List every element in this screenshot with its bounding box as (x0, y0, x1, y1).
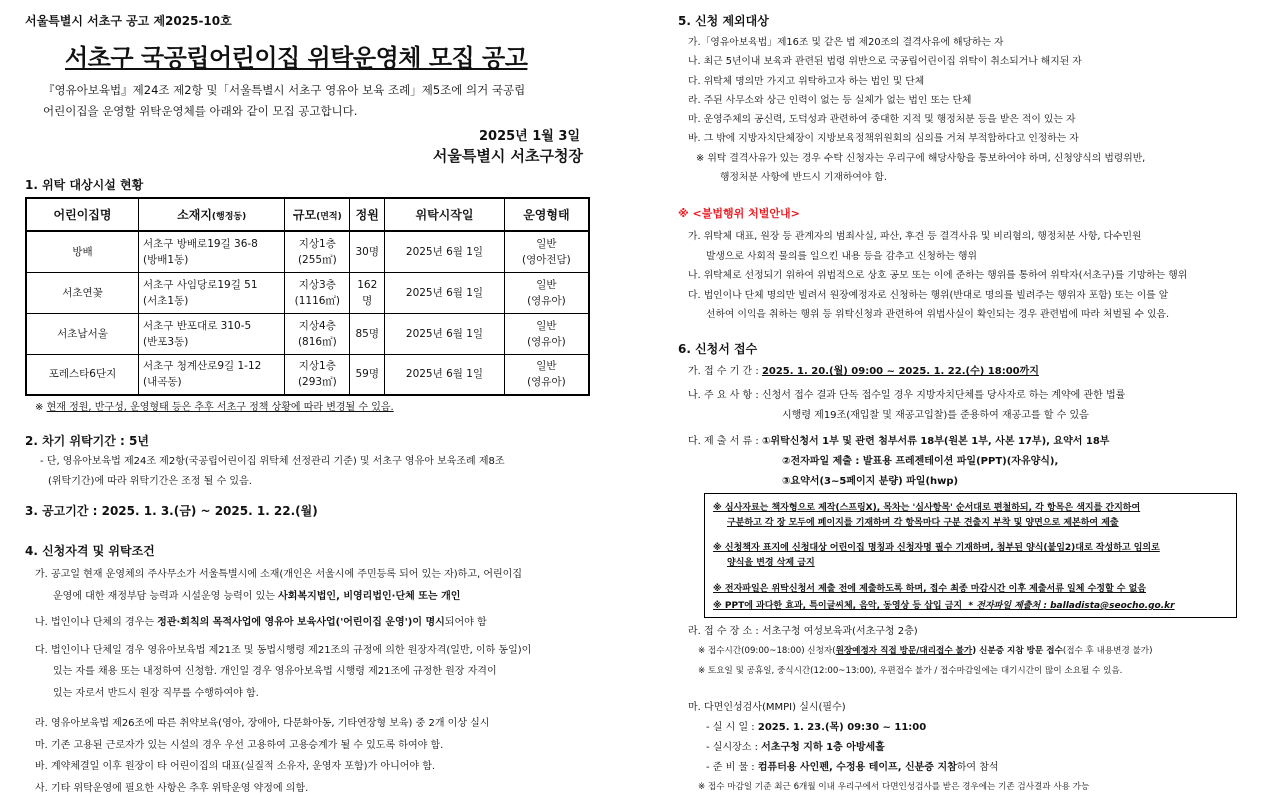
label: 가. 접 수 기 간 : (688, 366, 759, 377)
text-bold: 정관·회칙의 목적사업에 영유아 보육사업('어린이집 운영')이 명시 (157, 617, 445, 628)
text-span: 되어야 함 (444, 617, 487, 628)
address-line: 서초구 청계산로9길 1-12 (143, 360, 262, 373)
cell-name: 서초연꽃 (26, 272, 139, 313)
item-line: ③요약서(3~5페이지 분량) 파일(hwp) (782, 476, 959, 487)
illegal-notice-title: ※ <불법행위 처벌안내> (678, 207, 800, 220)
item-line (706, 738, 999, 758)
cell-address (139, 231, 285, 272)
scale-area: (293㎡) (297, 376, 337, 389)
intro-line: 『영유아보육법』제24조 제2항 및「서울특별시 서초구 영유아 보육 조례」제5조에 의거 국공립 (43, 83, 526, 97)
col-header (285, 198, 350, 231)
submission-period (688, 362, 1039, 382)
address-line: 서초구 방배로19길 36-8 (143, 237, 258, 250)
cell-scale (285, 231, 350, 272)
item-line: 다. 법인이나 단체일 경우 영유아보육법 제21조 및 동법시행령 제21조의 규정에 의한 원장자격(일반, 이하 동일)이 (35, 644, 532, 656)
item-line: 가.「영유아보육법」제16조 및 같은 법 제20조의 결격사유에 해당하는 자 (688, 37, 1004, 48)
mmpi-note: ※ 접수 마감일 기준 최근 6개월 이내 우리구에서 다면인성검사를 받은 경우에는 기존 검사결과 사용 가능 (698, 782, 1090, 792)
box-line: ※ 전자파일은 위탁신청서 제출 전에 제출하도록 하며, 접수 최종 마감시간 이후 제출서류 일체 수정할 수 없음 (713, 584, 1147, 594)
submission-email: * 전자파일 제출처 : balladista@seocho.go.kr (968, 601, 1175, 611)
right-column (678, 0, 1248, 795)
item-line: 있는 자로서 반드시 원장 직무를 수행하여야 함. (53, 687, 259, 699)
item-line: 선하여 이익을 취하는 행위 등 위탁신청과 관련하여 위법사실이 확인되는 경우 관련법에 따라 처벌될 수 있음. (706, 309, 1170, 320)
notice-date: 2025년 1월 3일 (479, 129, 580, 144)
label: - 실시장소 : (706, 742, 758, 753)
col-header-text: 소재지 (177, 208, 212, 222)
type-main: 일반 (536, 360, 557, 373)
item-line: 바. 그 밖에 지방자치단체장이 지방보육정책위원회의 심의를 거쳐 부적합하다고 인정하는 자 (688, 133, 1079, 145)
item-line (35, 612, 531, 634)
item-line (706, 758, 999, 778)
scale-floor: 지상4층 (298, 319, 336, 332)
left-column (25, 0, 595, 795)
label: - 준 비 물 : (706, 762, 755, 773)
box-line: 양식을 변경 삭제 금지 (727, 558, 815, 568)
label: 나. 주 요 사 항 : (688, 390, 759, 401)
note-line: ※ 위탁 결격사유가 있는 경우 수탁 신청자는 우리구에 해당사항을 통보하여야 하며, 신청양식의 법령위반, (696, 152, 1146, 164)
period-value: 2025. 1. 20.(월) 09:00 ~ 2025. 1. 22.(수) 18:00까지 (761, 366, 1039, 377)
item-line: 있는 자를 채용 또는 내정하여 신청함. 개인일 경우 영유아보육법 시행령 제21조에 규정한 원장 자격이 (53, 666, 497, 677)
address-dong: (내곡동) (143, 376, 182, 389)
text-line: (위탁기간)에 따라 위탁기간은 조정 될 수 있음. (48, 476, 252, 487)
box-line: ※ 심사자료는 책자형으로 제작(스프링X), 목차는 '심사항목' 순서대로 편철하되, 각 항목은 색지를 간지하여 (713, 503, 1141, 513)
text-span: 운영에 대한 재정부담 능력과 시설운영 능력이 있는 (53, 590, 275, 602)
scale-floor: 지상1층 (298, 237, 336, 250)
col-header: 어린이집명 (26, 198, 139, 231)
notice-number: 서울특별시 서초구 공고 제2025-10호 (25, 14, 232, 28)
cell-start-date: 2025년 6월 1일 (385, 272, 505, 313)
col-header-text: 규모 (292, 208, 317, 222)
type-sub: (영유아) (527, 294, 566, 307)
cell-name: 서초남서울 (26, 313, 139, 354)
text-bold: 2025. 1. 23.(목) 09:30 ~ 11:00 (757, 722, 927, 733)
item-line: 시행령 제19조(재입찰 및 재공고입찰)를 준용하여 재공고를 할 수 있음 (782, 410, 1089, 421)
section-3-title: 3. 공고기간 : 2025. 1. 3.(금) ~ 2025. 1. 22.(월) (25, 504, 318, 518)
cell-start-date: 2025년 6월 1일 (385, 231, 505, 272)
key-notes (688, 386, 1125, 426)
intro-paragraph (43, 80, 588, 122)
item-line: 가. 위탁체 대표, 원장 등 관계자의 범죄사실, 파산, 후견 등 결격사유 및 비리혐의, 행정처분 사항, 다수민원 (688, 231, 1142, 242)
item-line: 마. 운영주체의 공신력, 도덕성과 관련하여 중대한 지적 및 행정처분 등을 받은 적이 있는 자 (688, 114, 1076, 126)
item-line: 바. 계약체결일 이후 원장이 타 어린이집의 대표(실질적 소유자, 운영자 포함)가 아니어야 함. (35, 761, 436, 772)
text-span: 하여 참석 (956, 762, 999, 773)
cell-scale (285, 313, 350, 354)
issuing-office: 서울특별시 서초구청장 (432, 147, 583, 165)
scale-floor: 지상1층 (298, 360, 336, 373)
item-line: 다. 법인이나 단체 명의만 빌려서 원장예정자로 신청하는 행위(반대로 명의를 빌려주는 행위자 포함) 또는 이를 알 (688, 289, 1169, 301)
type-sub: (영유아) (527, 376, 566, 389)
cell-scale (285, 354, 350, 395)
text-bold: 사회복지법인, 비영리법인·단체 또는 개인 (278, 590, 461, 602)
cell-type (504, 313, 589, 354)
item-line (688, 432, 1109, 452)
table-row (26, 231, 589, 272)
type-main: 일반 (536, 278, 557, 291)
facility-table (25, 197, 590, 396)
type-sub: (영아전담) (522, 253, 571, 266)
place-note-2: ※ 토요일 및 공휴일, 중식시간(12:00~13:00), 우편접수 불가 / 접수마감일에는 대기시간이 많이 소요될 수 있음. (698, 666, 1123, 676)
type-main: 일반 (536, 237, 557, 250)
cell-capacity: 85명 (350, 313, 385, 354)
section-1-title: 1. 위탁 대상시설 현황 (25, 178, 144, 192)
item-line: 마. 기존 고용된 근로자가 있는 시설의 경우 우선 고용하여 고용승계가 될 수 있도록 하여야 함. (35, 739, 444, 751)
item-line: 사. 기타 위탁운영에 필요한 사항은 추후 위탁운영 약정에 의함. (35, 782, 309, 794)
address-line: 서초구 반포대로 310-5 (143, 319, 252, 332)
place-value: 서초구청 여성보육과(서초구청 2층) (761, 626, 918, 637)
box-line (713, 598, 1175, 611)
note-mark: ※ (35, 402, 44, 413)
address-dong: (방배1동) (143, 253, 189, 266)
col-header: 정원 (350, 198, 385, 231)
box-line: 구분하고 각 장 모두에 페이지를 기재하며 각 항목마다 구분 견출지 부착 및 양면으로 제본하여 제출 (727, 518, 1119, 528)
cell-name: 포레스타6단지 (26, 354, 139, 395)
text-line: - 단, 영유아보육법 제24조 제2항(국공립어린이집 위탁체 선정관리 기준) 및 서초구 영유아 보육조례 제8조 (40, 456, 505, 467)
submission-place (688, 622, 918, 642)
required-documents (688, 432, 1109, 492)
item-line: 라. 영유아보육법 제26조에 따른 취약보육(영아, 장애아, 다문화아동, 기타연장형 보육) 중 2개 이상 실시 (35, 718, 490, 729)
item-line: 라. 주된 사무소와 상근 인력이 없는 등 실체가 없는 법인 또는 단체 (688, 94, 972, 106)
item-line: 발생으로 사회적 물의를 일으킨 내용 등을 감추고 신청하는 행위 (706, 250, 977, 262)
col-header (139, 198, 285, 231)
cell-address (139, 272, 285, 313)
item-line (688, 386, 1125, 406)
item-line: 가. 공고일 현재 운영체의 주사무소가 서울특별시에 소재(개인은 서울시에 주민등록 되어 있는 자)하고, 어린이집 (35, 569, 523, 580)
scale-area: (816㎡) (297, 335, 337, 348)
cell-start-date: 2025년 6월 1일 (385, 354, 505, 395)
text-bold: 컴퓨터용 사인펜, 수정용 테이프, 신분증 지참 (757, 762, 957, 773)
address-dong: (서초1동) (143, 294, 189, 307)
section-5-body (688, 33, 1145, 187)
mmpi-details (706, 718, 999, 778)
col-header-sub: (면적) (316, 212, 342, 222)
address-line: 서초구 사임당로19길 51 (143, 278, 258, 291)
cell-capacity: 59명 (350, 354, 385, 395)
item-line (35, 586, 531, 608)
item-line: 나. 최근 5년이내 보육과 관련된 법령 위반으로 국공립어린이집 위탁이 취소되거나 해지된 자 (688, 56, 1082, 68)
text-span: ※ PPT에 과다한 효과, 특이글씨체, 음악, 동영상 등 삽입 금지 (713, 601, 963, 611)
cell-type (504, 231, 589, 272)
place-note-1 (698, 641, 1152, 661)
intro-line: 어린이집을 운영할 위탁운영체를 아래와 같이 모집 공고합니다. (43, 104, 358, 118)
item-line (706, 718, 999, 738)
label: - 실 시 일 : (706, 722, 755, 733)
scale-area: (1116㎡) (294, 294, 341, 307)
section-4-body (35, 564, 531, 795)
submission-notice-box (704, 493, 1237, 618)
section-5-title: 5. 신청 제외대상 (678, 14, 769, 28)
table-header-row (26, 198, 589, 231)
cell-capacity: 30명 (350, 231, 385, 272)
col-header: 운영형태 (504, 198, 589, 231)
table-note (35, 398, 394, 418)
label: 다. 제 출 서 류 : (688, 436, 759, 447)
cell-name: 방배 (26, 231, 139, 272)
cell-address (139, 313, 285, 354)
text-span: 신청서 접수 결과 단독 접수일 경우 지방자치단체를 당사자로 하는 계약에 관한 법률 (761, 390, 1126, 401)
cell-address (139, 354, 285, 395)
scale-floor: 지상3층 (298, 278, 336, 291)
text-bold: ①위탁신청서 1부 및 관련 첨부서류 18부(원본 1부, 사본 17부), 요약서 18부 (761, 436, 1110, 447)
type-sub: (영유아) (527, 335, 566, 348)
text-span: ※ 접수시간(09:00~18:00) 신청자( (698, 646, 836, 656)
section-2-title: 2. 차기 위탁기간 : 5년 (25, 434, 149, 448)
text-bold: ) 신분증 지참 방문 접수 (972, 646, 1063, 656)
section-4-title: 4. 신청자격 및 위탁조건 (25, 544, 155, 558)
col-header: 위탁시작일 (385, 198, 505, 231)
cell-type (504, 272, 589, 313)
item-line: 다. 위탁체 명의만 가지고 위탁하고자 하는 법인 및 단체 (688, 75, 925, 87)
table-row (26, 272, 589, 313)
scale-area: (255㎡) (297, 253, 337, 266)
cell-type (504, 354, 589, 395)
item-line: 나. 위탁체로 선정되기 위하여 위법적으로 상호 공모 또는 이에 준하는 행위를 통하여 위탁자(서초구)를 기망하는 행위 (688, 270, 1188, 281)
mmpi-title: 마. 다면인성검사(MMPI) 실시(필수) (688, 702, 846, 713)
table-row (26, 354, 589, 395)
illegal-notice-body (688, 227, 1187, 325)
text-span: (접수 후 내용변경 불가) (1062, 646, 1153, 656)
address-dong: (반포3동) (143, 335, 189, 348)
note-line: 행정처분 사항에 반드시 기재하여야 함. (720, 172, 887, 184)
cell-capacity: 162명 (350, 272, 385, 313)
text-bold: 원장예정자 직접 방문/대리접수 불가 (835, 646, 973, 656)
cell-start-date: 2025년 6월 1일 (385, 313, 505, 354)
section-2-body (40, 452, 505, 492)
cell-scale (285, 272, 350, 313)
box-line: ※ 신청책자 표지에 신청대상 어린이집 명칭과 신청자명 필수 기재하며, 첨부된 양식(붙임2)대로 작성하고 임의로 (713, 543, 1160, 553)
type-main: 일반 (536, 319, 557, 332)
label: 라. 접 수 장 소 : (688, 626, 759, 637)
item-line: ②전자파일 제출 : 발표용 프레젠테이션 파일(PPT)(자유양식), (782, 456, 1059, 467)
section-6-title: 6. 신청서 접수 (678, 342, 758, 356)
text-bold: 서초구청 지하 1층 아방세홀 (761, 742, 885, 753)
table-row (26, 313, 589, 354)
note-text: 현재 정원, 반구성, 운영형태 등은 추후 서초구 정책 상황에 따라 변경될 수 있음. (46, 402, 394, 413)
text-span: 나. 법인이나 단체의 경우는 (35, 617, 154, 628)
col-header-sub: (행정동) (211, 212, 247, 222)
page-title: 서초구 국공립어린이집 위탁운영체 모집 공고 (65, 44, 528, 72)
